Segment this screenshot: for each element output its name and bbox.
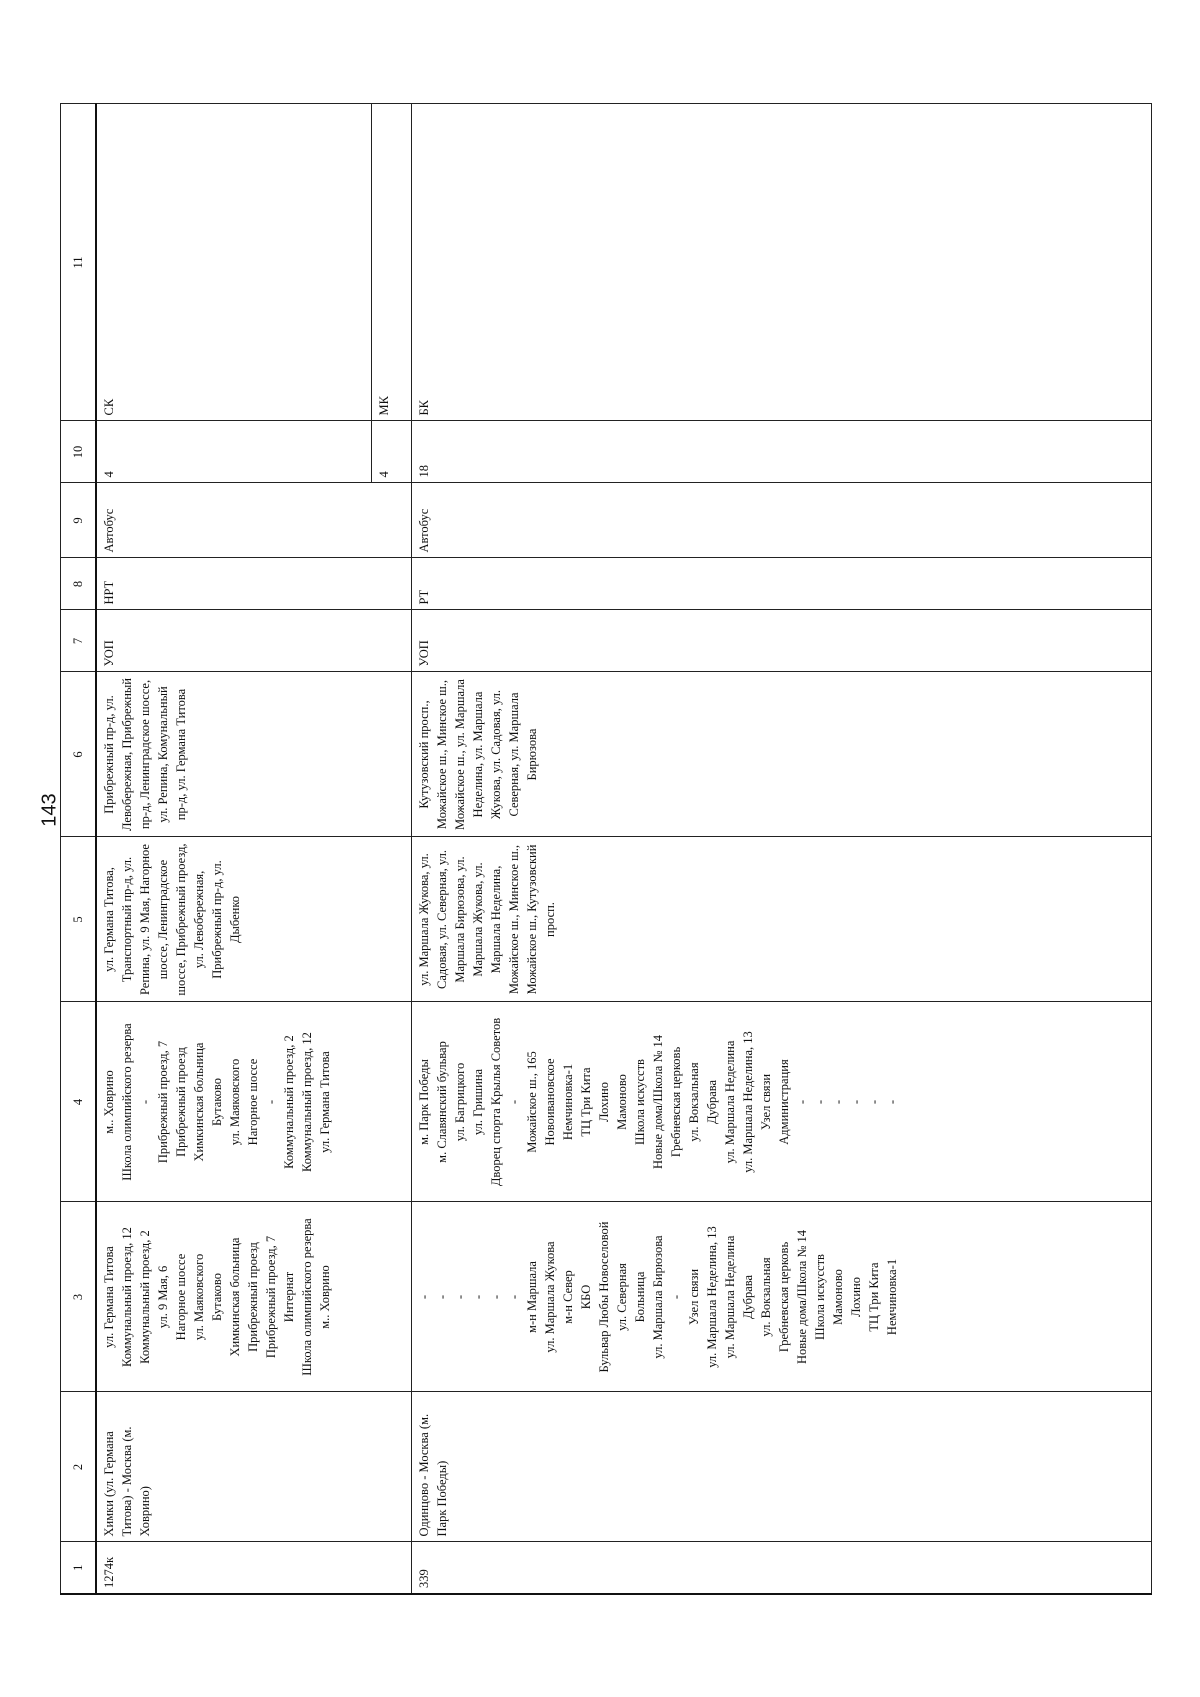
route-table (60, 104, 1152, 1596)
stops-forward-list (96, 1202, 411, 1392)
list-item: ул. Маяковского (192, 1253, 206, 1341)
list-item: Лохино (596, 1082, 611, 1122)
list-item: - (488, 1294, 503, 1300)
list-item: - (264, 1099, 278, 1105)
vehicle-count: 4 (96, 421, 371, 483)
vehicle-type: Автобус (96, 483, 411, 558)
route-order-type: УОП (411, 610, 1151, 672)
list-item: Бульвар Любы Новоселовой (596, 1221, 611, 1373)
table-row (96, 104, 371, 1594)
list-item: - (506, 1099, 521, 1105)
list-item: м.. Ховрино (318, 1265, 332, 1329)
list-item: Узел связи (758, 1073, 773, 1131)
list-item: Школа искусств (632, 1059, 647, 1145)
list-item: - (452, 1294, 467, 1300)
list-item: ул. Маршала Неделина (722, 1235, 737, 1359)
list-item: - (506, 1294, 521, 1300)
list-item: - (434, 1294, 449, 1300)
list-item: м.. Ховрино (102, 1070, 116, 1134)
stops-back-list (96, 1002, 411, 1202)
vehicle-count: 4 (371, 421, 411, 483)
list-item: Школа олимпийского резерва (120, 1023, 134, 1181)
list-item: - (884, 1099, 899, 1105)
header-cell: 11 (61, 104, 97, 421)
list-item: м. Парк Победы (416, 1059, 431, 1145)
vehicle-class: СК (96, 104, 371, 421)
tariff-type: РТ (411, 558, 1151, 610)
tariff-type: НРТ (96, 558, 411, 610)
list-item: м. Славянский бульвар (434, 1041, 449, 1163)
list-item: ул. Вокзальная (758, 1257, 773, 1337)
list-item: - (848, 1099, 863, 1105)
route-order-type: УОП (96, 610, 411, 672)
table-row (411, 104, 1151, 1594)
list-item: ул. Маршала Неделина (722, 1040, 737, 1164)
page-number: 143 (38, 793, 61, 827)
list-item: ул. 9 Мая, 6 (156, 1265, 170, 1329)
list-item: ул. Германа Титова (318, 1051, 332, 1153)
list-item: ул. Маршала Бирюзова (650, 1235, 665, 1359)
route-number: 1274к (96, 1542, 411, 1594)
header-cell: 3 (61, 1202, 97, 1392)
list-item: - (416, 1294, 431, 1300)
list-item: Прибрежный проезд (246, 1242, 260, 1352)
list-item: Новые дома/Школа № 14 (650, 1034, 665, 1170)
list-item: Лохино (848, 1277, 863, 1317)
vehicle-count: 18 (411, 421, 1151, 483)
list-item: - (812, 1099, 827, 1105)
header-cell: 7 (61, 610, 97, 672)
list-item: Дубрава (740, 1274, 755, 1320)
list-item: Коммунальный проезд, 2 (282, 1035, 296, 1169)
list-item: Школа олимпийского резерва (300, 1218, 314, 1376)
vehicle-class: МК (371, 104, 411, 421)
list-item: ул. Северная (614, 1263, 629, 1331)
route-table-sheet (60, 105, 1150, 1595)
list-item: ТЦ Три Кита (578, 1067, 593, 1137)
list-item: Химкинская больница (228, 1237, 242, 1357)
list-item: - (866, 1099, 881, 1105)
list-item: ул. Маршала Жукова (542, 1241, 557, 1353)
list-item: Коммунальный проезд, 12 (300, 1032, 314, 1172)
stops-back-list (411, 1002, 1151, 1202)
header-cell: 6 (61, 672, 97, 837)
list-item: Бутаково (210, 1077, 224, 1127)
list-item: - (794, 1099, 809, 1105)
list-item: ул. Германа Титова (102, 1246, 116, 1348)
list-item: Дубрава (704, 1079, 719, 1125)
list-item: Больница (632, 1271, 647, 1323)
list-item: Можайское ш., 165 (524, 1051, 539, 1153)
route-name: Химки (ул. Германа Титова) - Москва (м. Ховрино) (96, 1392, 411, 1542)
list-item: Химкинская больница (192, 1042, 206, 1162)
list-item: Школа искусств (812, 1254, 827, 1340)
list-item: ул. Багрицкого (452, 1062, 467, 1142)
header-cell: 1 (61, 1542, 97, 1594)
streets-forward: ул. Германа Титова, Транспортный пр-д, ул. Репина, ул. 9 Мая, Нагорное шоссе, Ленинградское шоссе, Прибрежный проезд, ул. Левобережная, Прибрежный пр-д, ул. Дыбенко (96, 837, 411, 1002)
list-item: Интернат (282, 1271, 296, 1323)
list-item: Прибрежный проезд, 7 (264, 1235, 278, 1359)
streets-back: Кутузовский просп., Можайское ш., Минское ш., Можайское ш., ул. Маршала Неделина, ул. Маршала Жукова, ул. Садовая, ул. Северная, ул. Маршала Бирюзова (411, 672, 1151, 837)
list-item: Новоивановское (542, 1058, 557, 1146)
header-cell: 4 (61, 1002, 97, 1202)
header-cell: 8 (61, 558, 97, 610)
list-item: Гребневская церковь (776, 1241, 791, 1353)
route-number: 339 (411, 1542, 1151, 1594)
list-item: м-н Север (560, 1270, 575, 1324)
list-item: Узел связи (686, 1268, 701, 1326)
list-item: Гребневская церковь (668, 1046, 683, 1158)
header-cell: 9 (61, 483, 97, 558)
header-cell: 2 (61, 1392, 97, 1542)
header-row (61, 104, 97, 1594)
list-item: Мамоново (830, 1269, 845, 1325)
streets-forward: ул. Маршала Жукова, ул. Садовая, ул. Северная, ул. Маршала Бирюзова, ул. Маршала Жукова, ул. Маршала Неделина, Можайское ш., Минское ш., Можайское ш., Кутузовский просп. (411, 837, 1151, 1002)
list-item: - (830, 1099, 845, 1105)
list-item: Немчиновка-1 (884, 1258, 899, 1336)
list-item: Мамоново (614, 1074, 629, 1130)
vehicle-class: БК (411, 104, 1151, 421)
list-item: Нагорное шоссе (246, 1058, 260, 1146)
list-item: Немчиновка-1 (560, 1063, 575, 1141)
stops-forward-list (411, 1202, 1151, 1392)
list-item: ул. Маршала Неделина, 13 (704, 1226, 719, 1368)
route-name: Одинцово - Москва (м. Парк Победы) (411, 1392, 1151, 1542)
list-item: Бутаково (210, 1272, 224, 1322)
list-item: ул. Маяковского (228, 1058, 242, 1146)
list-item: Коммунальный проезд, 12 (120, 1227, 134, 1367)
list-item: Прибрежный проезд, 7 (156, 1040, 170, 1164)
list-item: Прибрежный проезд (174, 1047, 188, 1157)
list-item: ул. Вокзальная (686, 1062, 701, 1142)
list-item: ул. Гришина (470, 1068, 485, 1136)
list-item: ул. Маршала Неделина, 13 (740, 1031, 755, 1173)
list-item: м-н Маршала (524, 1261, 539, 1333)
list-item: Нагорное шоссе (174, 1253, 188, 1341)
list-item: - (668, 1294, 683, 1300)
header-cell: 5 (61, 837, 97, 1002)
list-item: Администрация (776, 1059, 791, 1145)
list-item: ТЦ Три Кита (866, 1262, 881, 1332)
streets-back: Прибрежный пр-д, ул. Левобережная, Прибрежный пр-д, Ленинградское шоссе, ул. Репина, Комунальный пр-д, ул. Германа Титова (96, 672, 411, 837)
list-item: Коммунальный проезд, 2 (138, 1230, 152, 1364)
list-item: Новые дома/Школа № 14 (794, 1229, 809, 1365)
header-cell: 10 (61, 421, 97, 483)
list-item: Дворец спорта Крылья Советов (488, 1017, 503, 1187)
list-item: - (470, 1294, 485, 1300)
list-item: - (138, 1099, 152, 1105)
list-item: КБО (578, 1284, 593, 1310)
vehicle-type: Автобус (411, 483, 1151, 558)
